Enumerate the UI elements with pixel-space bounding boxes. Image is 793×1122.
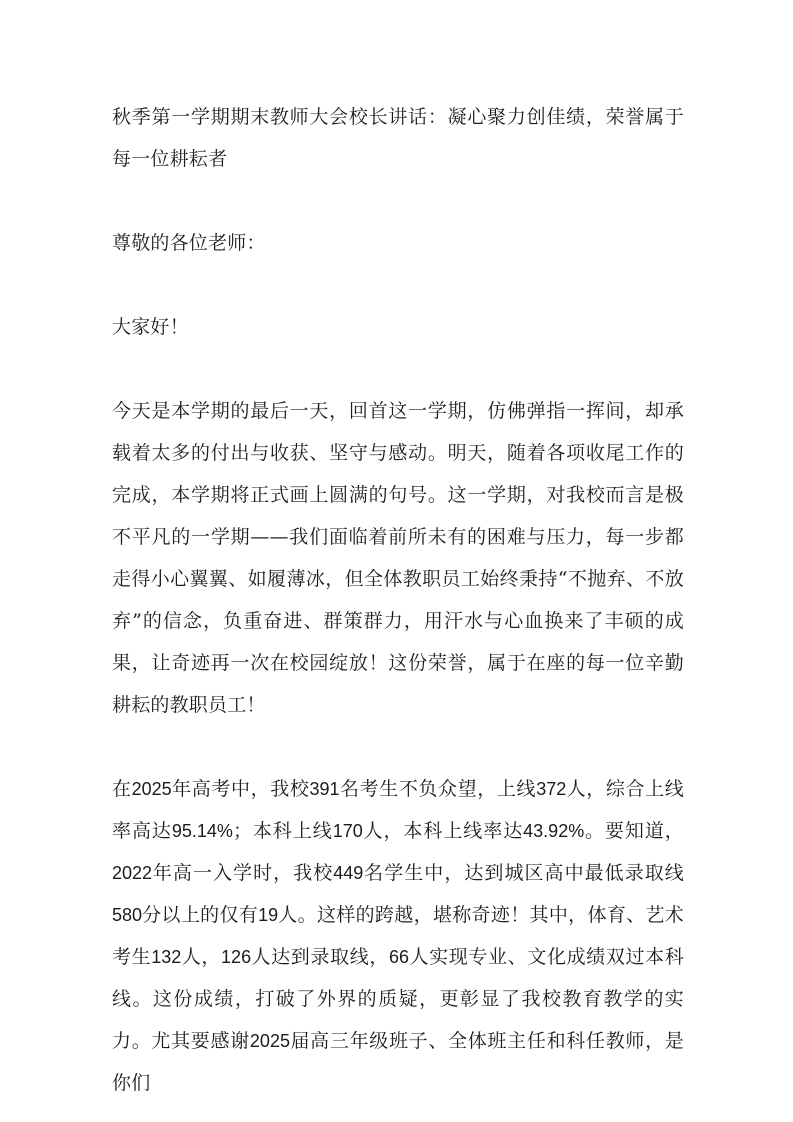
statistic-value: 66 <box>389 947 410 967</box>
statistic-value: 170 <box>332 821 363 841</box>
statistic-value: 372 <box>536 779 567 799</box>
greeting: 大家好！ <box>112 316 189 338</box>
statistic-value: 19 <box>258 905 279 925</box>
document-body <box>112 96 684 1104</box>
statistic-value: 95.14% <box>171 821 233 841</box>
statistic-value: 132 <box>151 947 182 967</box>
paragraph-intro: 今天是本学期的最后一天，回首这一学期，仿佛弹指一挥间，却承载着太多的付出与收获、坚守与感动。明天，随着各项收尾工作的完成，本学期将正式画上圆满的句号。这一学期，对我校而言是极不平凡的一学期——我们面临着前所未有的困难与压力，每一步都走得小心翼翼、如履薄冰，但全体教职员工始终秉持“不抛弃、不放弃”的信念，负重奋进、群策群力，用汗水与心血换来了丰硕的成果，让奇迹再一次在校园绽放！这份荣誉，属于在座的每一位辛勤耕耘的教职员工！ <box>112 400 684 716</box>
statistic-value: 391 <box>309 779 340 799</box>
paragraph-results: 在2025年高考中，我校391名考生不负众望，上线372人，综合上线率高达95.14%；本科上线170人，本科上线率达43.92%。要知道，2022年高一入学时，我校449名学生中，达到城区高中最低录取线580分以上的仅有19人。这样的跨越，堪称奇迹！其中，体育、艺术考生132人，126人达到录取线，66人实现专业、文化成绩双过本科线。这份成绩，打破了外界的质疑，更彰显了我校教育教学的实力。尤其要感谢2025届高三年级班子、全体班主任和科任教师，是你们 <box>112 778 684 1094</box>
statistic-value: 2025 <box>249 1031 290 1051</box>
statistic-value: 449 <box>333 863 364 883</box>
document-title: 秋季第一学期期末教师大会校长讲话：凝心聚力创佳绩，荣誉属于每一位耕耘者 <box>112 106 684 170</box>
salutation: 尊敬的各位老师： <box>112 232 266 254</box>
statistic-value: 580 <box>112 905 143 925</box>
statistic-value: 126 <box>221 947 252 967</box>
statistic-value: 2025 <box>131 779 172 799</box>
statistic-value: 2022 <box>112 863 153 883</box>
statistic-value: 43.92% <box>523 821 585 841</box>
